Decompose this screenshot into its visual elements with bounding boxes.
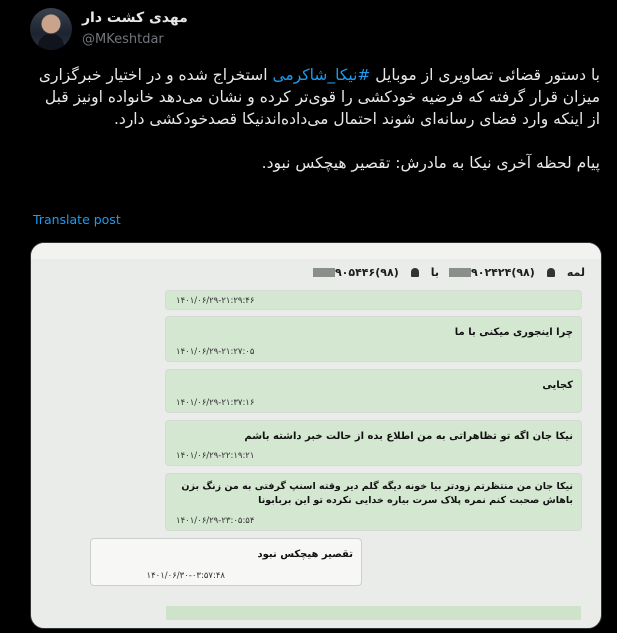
message-text: نیکا جان من منتظرتم زودتر بیا خونه دیگه گلم دیر وقته اسنپ گرفتی به من زنگ بزن باهاش صحبت کنم نمره پلاک سرت بیاره خدایی نکرده تو این بربابونا — [181, 481, 573, 506]
message-timestamp: ۱۴۰۱/۰۶/۲۹-۲۱:۲۷:۰۵ — [176, 347, 255, 357]
person-icon — [547, 268, 555, 277]
chat-header-prefix: لمه — [566, 265, 585, 279]
translate-post-link[interactable]: Translate post — [33, 212, 121, 227]
author-display-name[interactable]: مهدی کشت دار — [82, 10, 188, 26]
tweet-text — [30, 64, 600, 174]
author-handle[interactable]: @MKeshtdar — [82, 32, 164, 47]
to-number: (۹۸)۹۰۵۴۴۶ — [313, 266, 399, 279]
message-text: چرا اینجوری میکنی با ما — [454, 327, 573, 338]
from-number: (۹۸)۹۰۲۴۲۴ — [449, 266, 535, 279]
message-timestamp: ۱۴۰۱/۰۶/۲۹-۲۲:۱۹:۲۱ — [176, 451, 255, 461]
redaction-block — [313, 268, 335, 277]
message-bubble — [166, 291, 581, 309]
tweet-text-part: با دستور قضائی تصاویری از موبایل — [370, 66, 600, 84]
author-avatar[interactable] — [30, 8, 72, 50]
message-bubble — [166, 474, 581, 530]
message-text: کجایی — [542, 380, 573, 391]
message-text: نیکا جان اگه تو تظاهراتی به من اطلاع بده از حالت خبر داشته باشم — [244, 431, 573, 442]
message-bubble — [166, 370, 581, 412]
tweet-text-part: استخراج شده و در اختیار خبرگزاری میزان قرار گرفته که فرضیه خودکشی را قوی‌تر کرده و نشان می‌دهد خانواده اونیز قبل از اینکه وارد فضای رسانه‌ای شوند احتمال می‌داده‌اندنیکا قصدخودکشی دارد. — [38, 66, 600, 128]
screenshot-top-bar — [31, 243, 601, 259]
message-timestamp: ۱۴۰۱/۰۶/۳۰-۰۳:۵۷:۴۸ — [146, 571, 225, 581]
message-timestamp: ۱۴۰۱/۰۶/۲۹-۲۱:۳۷:۱۶ — [176, 398, 255, 408]
tweet-paragraph-2: پیام لحظه آخری نیکا به مادرش: تقصیر هیچکس نبود. — [261, 154, 600, 172]
tweet-paragraph-1 — [30, 64, 600, 130]
with-word: با — [430, 265, 440, 279]
person-icon — [411, 268, 419, 277]
message-bubble — [166, 421, 581, 465]
next-message-bubble-partial — [166, 606, 581, 620]
chat-header — [55, 261, 585, 283]
message-timestamp: ۱۴۰۱/۰۶/۲۹-۲۱:۲۹:۴۶ — [176, 296, 255, 306]
hashtag-link[interactable]: #نیکا_شاکرمی — [272, 66, 371, 84]
tweet-media-image[interactable] — [30, 242, 602, 629]
message-text: تقصیر هیچکس نبود — [257, 549, 353, 560]
paragraph-spacer — [30, 130, 600, 152]
message-bubble-received — [91, 539, 361, 585]
message-timestamp: ۱۴۰۱/۰۶/۲۹-۲۳:۰۵:۵۴ — [176, 516, 255, 526]
message-bubble — [166, 317, 581, 361]
redaction-block — [449, 268, 471, 277]
